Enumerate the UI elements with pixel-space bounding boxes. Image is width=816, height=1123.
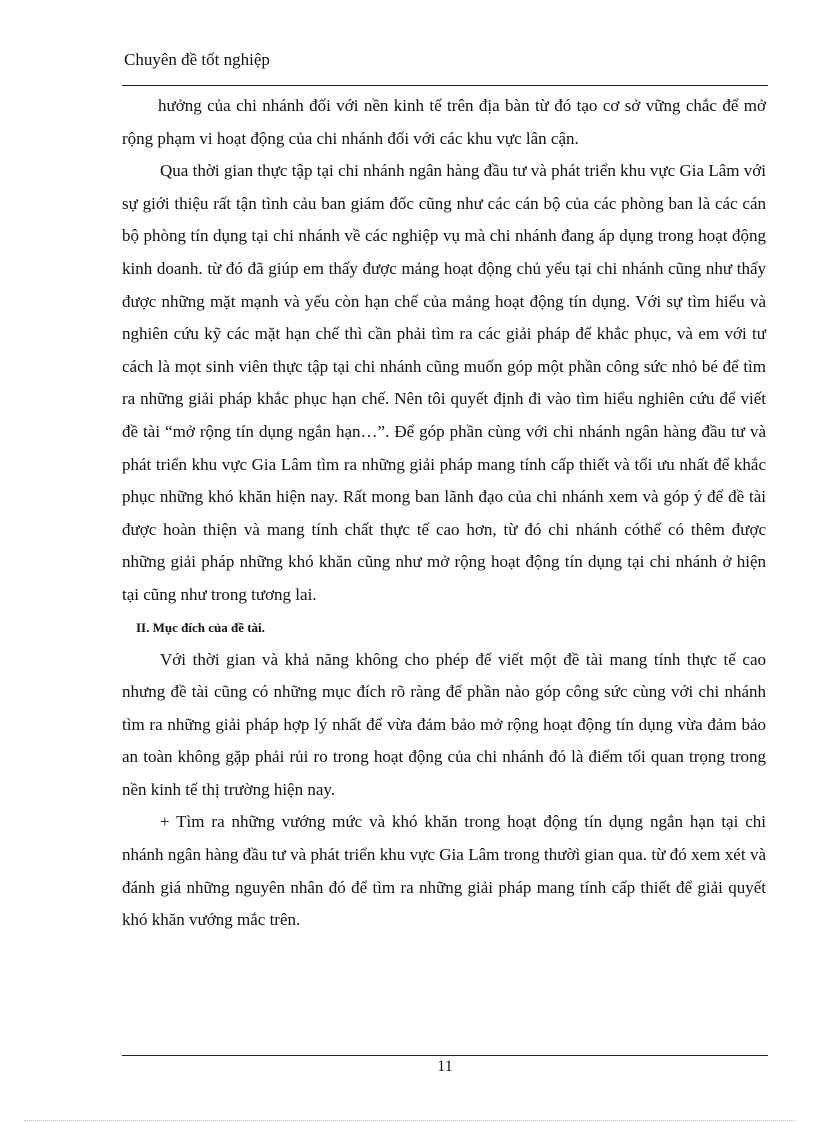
paragraph-purpose: Với thời gian và khả năng không cho phép để viết một đề tài mang tính thực tế cao nhưng đề tài cũng có những mục đích rõ ràng để phần nào góp công sức cùng với chi nhánh tìm ra những giải pháp hợp lý nhất để vừa đảm bảo mở rộng hoạt động tín dụng vừa đảm bảo an toàn không gặp phải rủi ro trong hoạt động của chi nhánh đó là điểm tối quan trọng trong nền kinh tế thị trường hiện nay. (122, 649, 766, 799)
header-rule (122, 85, 768, 86)
paragraph-internship: Qua thời gian thực tập tại chi nhánh ngân hàng đầu tư và phát triển khu vực Gia Lâm với sự giới thiệu rất tận tình cảu ban giám đốc cũng như các cán bộ của các phòng ban là các cán bộ phòng tín dụng tại chi nhánh về các nghiệp vụ mà chi nhánh đang áp dụng trong hoạt động kinh doanh. từ đó đã giúp em thấy được mảng hoạt động chủ yếu tại chi nhánh cũng như thấy được những mặt mạnh và yếu còn hạn chế của mảng hoạt động tín dụng. Với sự tìm hiểu và nghiên cứu kỹ các mặt hạn chế thì cần phải tìm ra các giải pháp để khắc phục, và em với tư cách là mọt sinh viên thực tập tại chi nhánh cũng muốn góp một phần công sức nhỏ bé để tìm ra những giải pháp khắc phục hạn chế. Nên tôi quyết định đi vào tìm hiểu nghiên cứu để viết đề tài “mở rộng tín dụng ngắn hạn…”. Để góp phần cùng với chi nhánh ngân hàng đầu tư và phát triển khu vực Gia Lâm tìm ra những giải pháp mang tính cấp thiết và tối ưu nhất để khắc phục những khó khăn hiện nay. Rất mong ban lãnh đạo của chi nhánh xem và góp ý để đề tài được hoàn thiện và mang tính chất thực tế cao hơn, từ đó chi nhánh cóthể có thêm được những giải pháp những khó khăn cũng như mở rộng hoạt động tín dụng tại chi nhánh ở hiện tại cũng như trong tương lai. (122, 161, 766, 604)
page-break-line (24, 1120, 794, 1121)
paragraph-objective: + Tìm ra những vướng mức và khó khăn trong hoạt động tín dụng ngắn hạn tại chi nhánh ngân hàng đầu tư và phát triển khu vực Gia Lâm trong thườì gian qua. từ đó xem xét và đánh giá những nguyên nhân đó để tìm ra những giải pháp mang tính cấp thiết để giải quyết khó khăn vướng mắc trên. (122, 812, 766, 930)
body-text (122, 90, 766, 937)
running-header: Chuyên đề tốt nghiệp (124, 50, 270, 69)
footer-rule (122, 1055, 768, 1056)
section-heading: II. Mục đích của đề tài. (136, 619, 265, 635)
page-number: 11 (437, 1058, 453, 1075)
paragraph-continuation: hưởng của chi nhánh đối với nền kinh tế trên địa bàn từ đó tạo cơ sở vững chắc để mở rộng phạm vi hoạt động của chi nhánh đối với các khu vực lân cận. (122, 96, 766, 148)
